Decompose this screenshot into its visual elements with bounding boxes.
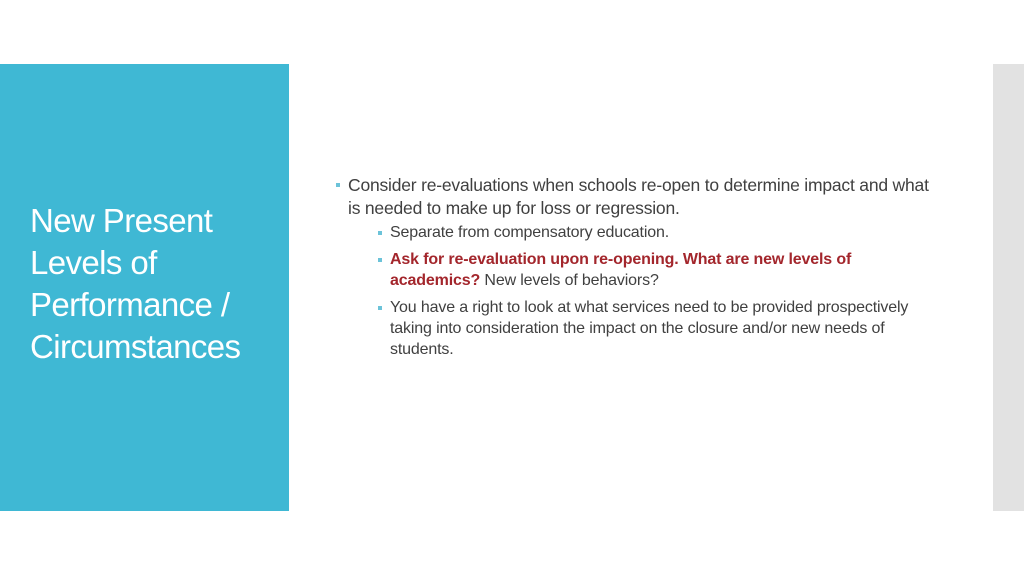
list-item bbox=[348, 297, 931, 360]
side-strip bbox=[993, 64, 1024, 511]
title-line-4: Circumstances bbox=[30, 328, 241, 365]
list-item bbox=[348, 222, 931, 243]
content-area bbox=[331, 174, 931, 366]
bullet-list bbox=[331, 174, 931, 360]
bullet-icon bbox=[378, 258, 382, 262]
title-line-3: Performance / bbox=[30, 286, 230, 323]
bullet-icon bbox=[378, 231, 382, 235]
sub-bullet-text: You have a right to look at what services need to be provided prospectively taking into consideration the impact on the closure and/or new needs of students. bbox=[390, 299, 909, 358]
title-line-1: New Present bbox=[30, 202, 213, 239]
list-item bbox=[331, 174, 931, 360]
emphasis-text: Ask for re-evaluation upon re-opening. What are new levels of academics? bbox=[390, 251, 852, 289]
bullet-icon bbox=[378, 306, 382, 310]
bullet-text: Consider re-evaluations when schools re-open to determine impact and what is needed to make up for loss or regression. bbox=[348, 175, 929, 218]
title-line-2: Levels of bbox=[30, 244, 157, 281]
bullet-icon bbox=[336, 183, 340, 187]
sub-bullet-text: New levels of behaviors? bbox=[480, 272, 659, 289]
slide-title bbox=[30, 200, 280, 368]
sub-bullet-list bbox=[348, 222, 931, 360]
list-item bbox=[348, 249, 931, 291]
sub-bullet-text: Separate from compensatory education. bbox=[390, 224, 670, 241]
